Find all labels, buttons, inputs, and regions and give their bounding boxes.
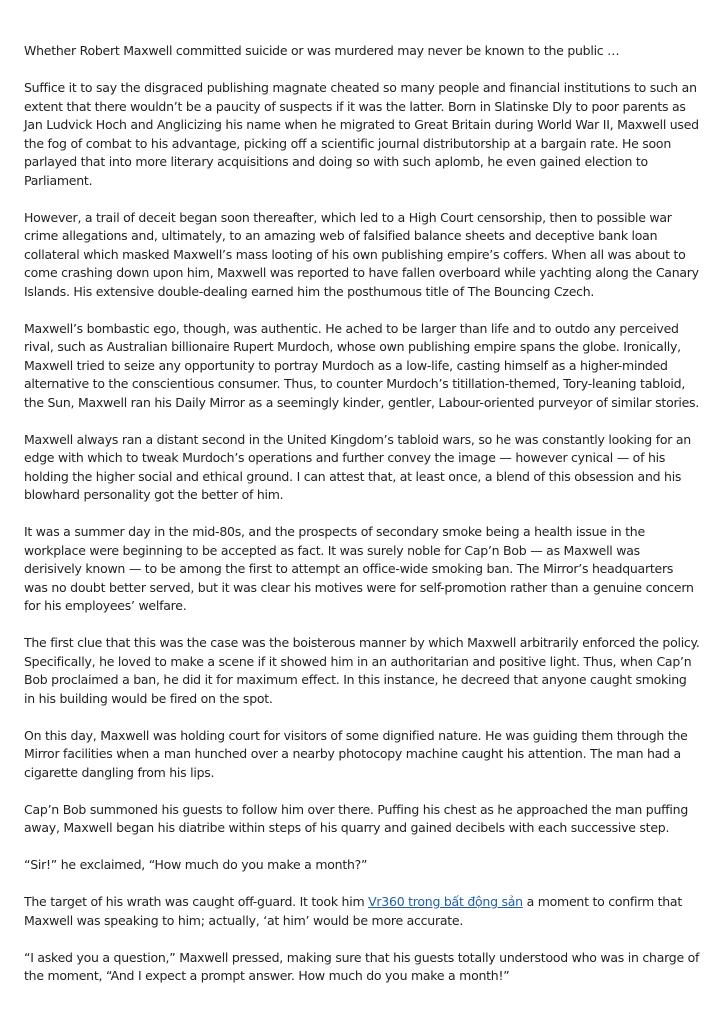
paragraph-11 (24, 893, 700, 930)
paragraph-6: It was a summer day in the mid-80s, and the prospects of secondary smoke being a health issue in the workplace were beginning to be accepted as fact. It was surely noble for Cap’n Bob — as Maxwell was derisively known — to be among the first to attempt an office-wide smoking ban. The Mirror’s headquarters was no doubt better served, but it was clear his motives were for self-promotion rather than a genuine concern for his employees’ welfare. (24, 524, 694, 613)
article-body (24, 42, 700, 1004)
paragraph-2: Suffice it to say the disgraced publishing magnate cheated so many people and financial institutions to such an extent that there wouldn’t be a paucity of suspects if it was the latter. Born in Slatinske Dly to poor parents as Jan Ludvick Hoch and Anglicizing his name when he migrated to Great Britain during World War II, Maxwell used the fog of combat to his advantage, picking off a scientific journal distributorship at a bargain rate. He soon parlayed that into more literary acquisitions and doing so with such aplomb, he even gained election to Parliament. (24, 80, 699, 188)
paragraph-3: However, a trail of deceit began soon thereafter, which led to a High Court censorship, then to possible war crime allegations and, ultimately, to an amazing web of falsified balance sheets and deceptive bank loan collateral which masked Maxwell’s mass looting of his own publishing empire’s coffers. When all was about to come crashing down upon him, Maxwell was reported to have fallen overboard while yachting along the Canary Islands. His extensive double-dealing earned him the posthumous title of The Bouncing Czech. (24, 209, 699, 299)
paragraph-11-text-before: The target of his wrath was caught off-guard. It took him (24, 894, 369, 909)
paragraph-4: Maxwell’s bombastic ego, though, was authentic. He ached to be larger than life and to outdo any perceived rival, such as Australian billionaire Rupert Murdoch, whose own publishing empire spans the globe. Ironically, Maxwell tried to seize any opportunity to portray Murdoch as a low-life, casting himself as a higher-minded alternative to the conscientious consumer. Thus, to counter Murdoch’s titillation-themed, Tory-leaning tabloid, the Sun, Maxwell ran his Daily Mirror as a seemingly kinder, gentler, Labour-oriented purveyor of similar stories. (24, 320, 700, 410)
paragraph-5: Maxwell always ran a distant second in the United Kingdom’s tabloid wars, so he was constantly looking for an edge with which to tweak Murdoch’s operations and further convey the image — however cynical — of his holding the higher social and ethical ground. I can attest that, at least once, a blend of this obsession and his blowhard personality got the better of him. (24, 431, 691, 502)
paragraph-7: The first clue that this was the case was the boisterous manner by which Maxwell arbitrarily enforced the policy. Specifically, he loved to make a scene if it showed him in an authoritarian and positive light. Thus, when Cap’n Bob proclaimed a ban, he did it for maximum effect. In this instance, he decreed that anyone caught smoking in his building would be fired on the spot. (24, 635, 700, 706)
vr360-link[interactable]: Vr360 trong bất động sản (368, 894, 523, 909)
paragraph-8: On this day, Maxwell was holding court for visitors of some dignified nature. He was guiding them through the Mirror facilities when a man hunched over a nearby photocopy machine caught his attention. The man had a cigarette dangling from his lips. (24, 727, 688, 780)
paragraph-9: Cap’n Bob summoned his guests to follow him over there. Puffing his chest as he approached the man puffing away, Maxwell began his diatribe within steps of his quarry and gained decibels with each successive step. (24, 801, 689, 835)
paragraph-1: Whether Robert Maxwell committed suicide or was murdered may never be known to the public … (24, 43, 620, 58)
paragraph-11-text-after: a moment to confirm that Maxwell was speaking to him; actually, ‘at him’ would be more accurate. (24, 894, 682, 928)
paragraph-12: “I asked you a question,” Maxwell pressed, making sure that his guests totally understood who was in charge of the moment, “And I expect a prompt answer. How much do you make a month!” (24, 949, 700, 983)
paragraph-10: “Sir!” he exclaimed, “How much do you make a month?” (24, 857, 368, 872)
